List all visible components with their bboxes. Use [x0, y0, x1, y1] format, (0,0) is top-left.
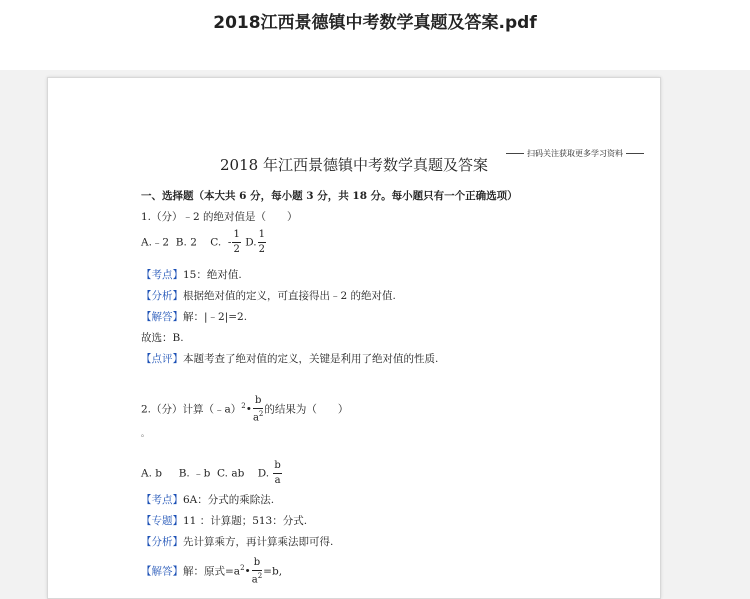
q2-option-d-label: D. [257, 467, 270, 480]
q2-options [141, 461, 283, 486]
q1-option-c-minus: - [227, 236, 232, 249]
q2-jieda-post: =b, [263, 565, 283, 578]
q1-jieda [141, 309, 247, 324]
fenxi-tag: 【分析】 [141, 536, 183, 548]
q1-option-c-fraction [232, 230, 240, 255]
kaodian-text: 15：绝对值. [183, 269, 242, 281]
q2-jieda [141, 558, 282, 585]
kaodian-text: 6A：分式的乘除法. [183, 494, 275, 506]
pdf-page [47, 77, 661, 599]
fraction-denominator-base: a [251, 574, 258, 586]
q1-dianping [141, 351, 438, 366]
q2-option-c: C. ab [217, 467, 245, 480]
side-note-text: 扫码关注获取更多学习资料 [527, 149, 623, 158]
title-bar [0, 0, 750, 70]
q1-options [141, 230, 267, 255]
q2-jieda-exponent: 2 [240, 564, 245, 573]
zhuanti-text: 11 ：计算题；513：分式. [183, 515, 308, 527]
jieda-text: 解：|﹣2|=2. [183, 311, 248, 323]
fraction-numerator: b [273, 461, 281, 474]
q2-kaodian [141, 492, 274, 507]
fraction-denominator-exponent: 2 [258, 410, 264, 418]
jieda-tag: 【解答】 [141, 311, 183, 323]
jieda-tag: 【解答】 [141, 565, 183, 578]
fraction-numerator: 1 [258, 230, 266, 243]
q2-stem-post: 的结果为（ ） [264, 403, 349, 416]
fraction-numerator: b [252, 558, 262, 571]
fraction-denominator [252, 571, 262, 585]
q2-stem-dot: • [245, 403, 252, 416]
q1-fenxi [141, 288, 396, 303]
q1-option-c-label: C. [210, 236, 222, 249]
q2-zhuanti [141, 513, 307, 528]
dianping-text: 本题考查了绝对值的定义，关键是利用了绝对值的性质. [183, 353, 439, 365]
q1-kaodian [141, 267, 242, 282]
section-heading: 一、选择题（本大共 6 分，每小题 3 分，共 18 分。每小题只有一个正确选项） [141, 190, 518, 202]
fraction-denominator-exponent: 2 [257, 572, 263, 580]
q2-stem [141, 396, 348, 423]
fraction-denominator: 2 [233, 244, 240, 255]
q1-option-b: B. 2 [175, 236, 197, 249]
q1-option-d-label: D. [245, 236, 257, 249]
q2-jieda-dot: • [244, 565, 251, 578]
fraction-denominator: a [274, 475, 281, 486]
q2-jieda-pre: 解：原式=a [183, 565, 241, 578]
fraction-denominator-base: a [252, 412, 259, 424]
q2-mark: 。 [141, 429, 149, 438]
fenxi-tag: 【分析】 [141, 290, 183, 302]
q2-option-a: A. b [141, 467, 162, 480]
q2-stem-fraction [253, 396, 263, 423]
q2-option-d-fraction [273, 461, 281, 486]
document-title: 2018江西景德镇中考数学真题及答案.pdf [213, 13, 537, 33]
fenxi-text: 根据绝对值的定义，可直接得出﹣2 的绝对值. [183, 290, 396, 302]
kaodian-tag: 【考点】 [141, 269, 183, 281]
q2-stem-exponent: 2 [241, 402, 246, 411]
q2-option-b: B. ﹣b [178, 467, 211, 480]
fraction-denominator [253, 409, 263, 423]
zhuanti-tag: 【专题】 [141, 515, 183, 527]
fraction-denominator: 2 [258, 244, 265, 255]
q2-stem-pre: 2.（分）计算（﹣a） [141, 403, 242, 416]
q1-stem: 1.（分）﹣2 的绝对值是（ ） [141, 211, 298, 223]
dianping-tag: 【点评】 [141, 353, 183, 365]
page-title: 2018 年江西景德镇中考数学真题及答案 [220, 156, 488, 174]
fraction-numerator: b [253, 396, 263, 409]
q2-fenxi [141, 534, 333, 549]
q2-jieda-fraction [252, 558, 262, 585]
q1-guxuan: 故选：B. [141, 332, 184, 344]
fenxi-text: 先计算乘方，再计算乘法即可得. [183, 536, 334, 548]
kaodian-tag: 【考点】 [141, 494, 183, 506]
q1-option-a: A.﹣2 [141, 236, 170, 249]
fraction-numerator: 1 [232, 230, 240, 243]
q1-option-d-fraction [258, 230, 266, 255]
